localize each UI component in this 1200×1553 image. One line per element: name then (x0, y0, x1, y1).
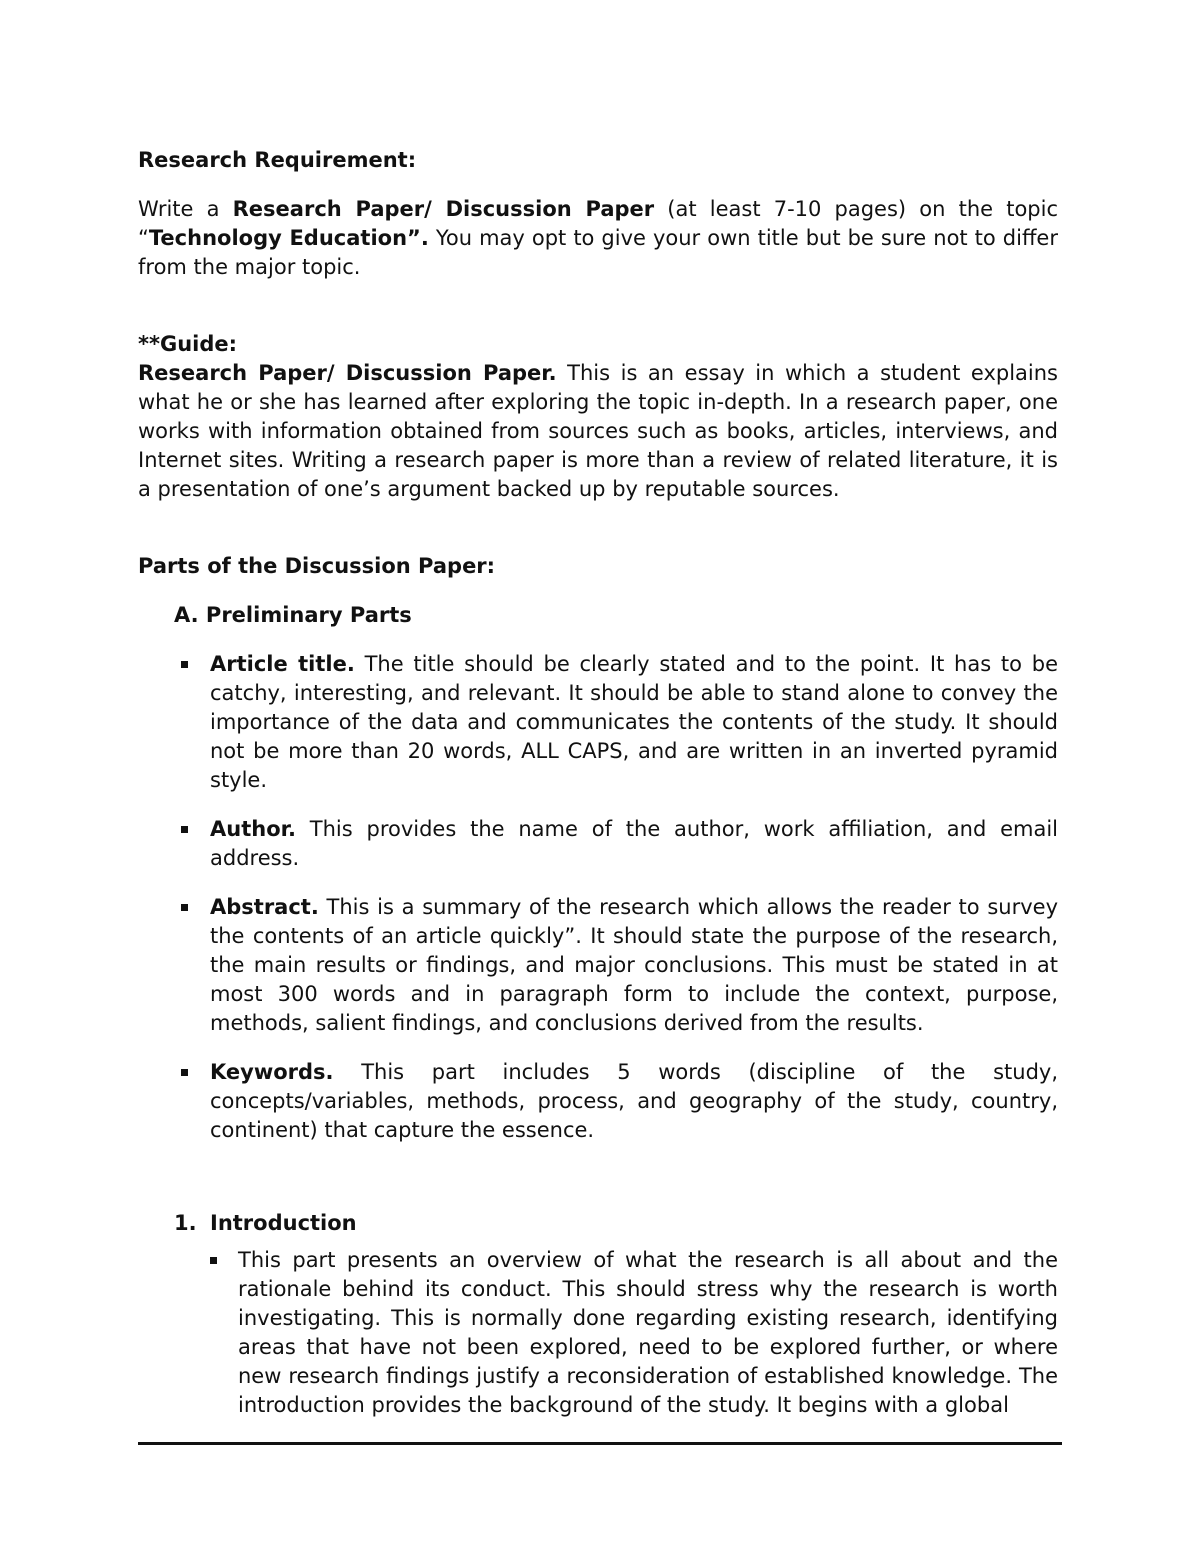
list-item (138, 893, 1058, 1038)
bullet-square-icon (210, 1257, 217, 1264)
research-requirement-paragraph (138, 195, 1058, 282)
item-term: Keywords. (210, 1060, 334, 1084)
list-item (138, 815, 1058, 873)
bullet-square-icon (181, 661, 188, 668)
introduction-heading (174, 1209, 1058, 1238)
item-term: Abstract. (210, 895, 319, 919)
bullet-square-icon (181, 1069, 188, 1076)
list-item (138, 1058, 1058, 1145)
write-pre: Write a (138, 197, 233, 221)
write-mid: (at least 7-10 pages) on the topic “ (138, 197, 1058, 250)
item-text: This is a summary of the research which allows the reader to survey the contents of an article quickly”. It should state the purpose of the research, the main results or findings, and major conclusions. This must be stated in at most 300 words and in paragraph form to include the context, purpose, methods, salient findings, and conclusions derived from the results. (210, 895, 1058, 1035)
item-text: This part includes 5 words (discipline of the study, concepts/variables, methods, process, and geography of the study, country, continent) that capture the essence. (210, 1060, 1058, 1142)
topic-bold: Technology Education”. (148, 226, 429, 250)
paper-type-bold: Research Paper/ Discussion Paper (232, 197, 655, 221)
guide-heading: **Guide: (138, 332, 238, 356)
item-text: This provides the name of the author, work affiliation, and email address. (210, 817, 1058, 870)
introduction-number: 1. (174, 1211, 197, 1235)
introduction-title: Introduction (210, 1211, 357, 1235)
write-post: You may opt to give your own title but be sure not to differ from the major topic. (138, 226, 1058, 279)
bullet-square-icon (181, 904, 188, 911)
introduction-text: This part presents an overview of what the research is all about and the rationale behind its conduct. This should stress why the research is worth investigating. This is normally done regarding existing research, identifying areas that have not been explored, need to be explored further, or where new research findings justify a reconsideration of established knowledge. The introduction provides the background of the study. It begins with a global (238, 1248, 1058, 1417)
guide-text: This is an essay in which a student explains what he or she has learned after exploring the topic in-depth. In a research paper, one works with information obtained from sources such as books, articles, interviews, and Internet sites. Writing a research paper is more than a review of related literature, it is a presentation of one’s argument backed up by reputable sources. (138, 361, 1058, 501)
item-term: Article title. (210, 652, 355, 676)
guide-paragraph (138, 359, 1058, 504)
introduction-list (138, 1246, 1058, 1420)
preliminary-parts-heading: A. Preliminary Parts (174, 603, 412, 627)
footer-rule (138, 1442, 1062, 1445)
bullet-square-icon (181, 826, 188, 833)
parts-heading: Parts of the Discussion Paper: (138, 554, 496, 578)
list-item (138, 650, 1058, 795)
guide-term: Research Paper/ Discussion Paper. (138, 361, 557, 385)
research-requirement-heading: Research Requirement: (138, 148, 417, 172)
list-item (138, 1246, 1058, 1420)
item-term: Author. (210, 817, 296, 841)
item-text: The title should be clearly stated and to the point. It has to be catchy, interesting, and relevant. It should be able to stand alone to convey the importance of the data and communicates the contents of the study. It should not be more than 20 words, ALL CAPS, and are written in an inverted pyramid style. (210, 652, 1058, 792)
preliminary-parts-list (138, 650, 1058, 1145)
document-page (138, 146, 1058, 1420)
